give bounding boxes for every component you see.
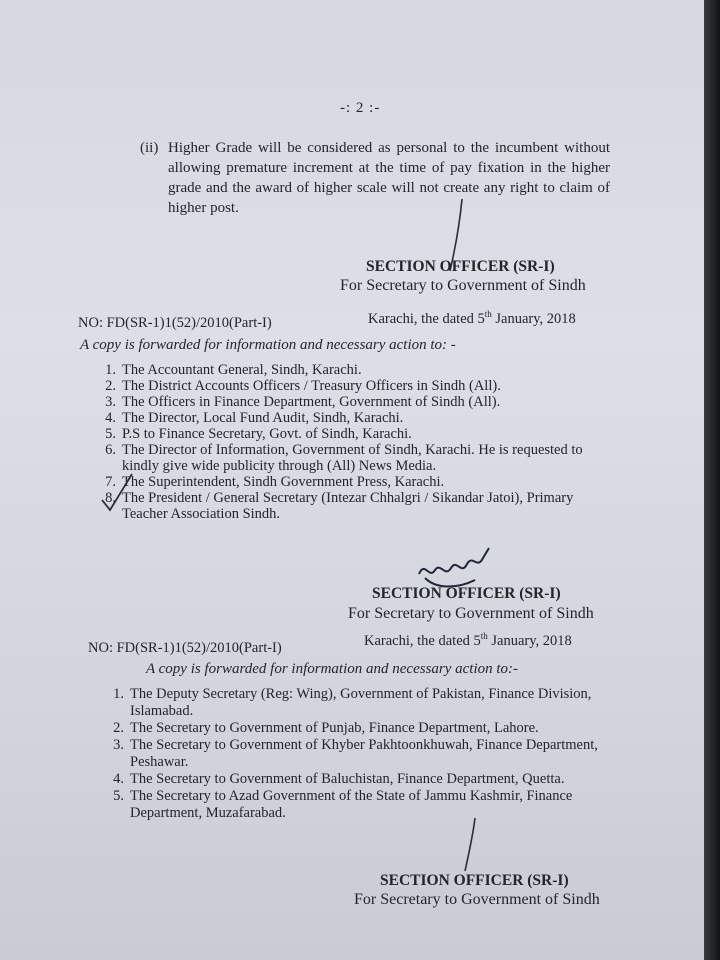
item-number: 5. [105,426,116,442]
reference-number-2: NO: FD(SR-1)1(52)/2010(Part-I) [88,640,282,656]
date-line-2 [364,633,572,650]
date-prefix: Karachi, the dated 5 [368,311,485,327]
signature-title-1: SECTION OFFICER (SR-I) [366,258,555,275]
item-text: The Superintendent, Sindh Government Press, Karachi. [122,474,445,490]
item-text: The Secretary to Government of Baluchistan, Finance Department, Quetta. [130,771,565,787]
item-text: The District Accounts Officers / Treasury Officers in Sindh (All). [122,378,501,394]
item-number: 4. [113,771,124,787]
list-item [104,686,620,720]
list-item [104,771,620,788]
page-edge-shadow [704,0,720,960]
item-number: 2. [105,378,116,394]
list-item [96,426,614,442]
list-item [96,442,614,474]
list-item [96,362,614,378]
item-text: The Director of Information, Government of Sindh, Karachi. He is requested to kindly give wide publicity through (All) News Media. [122,442,583,474]
item-number: 2. [113,720,124,736]
item-number: 8. [105,490,116,506]
item-number: 3. [105,394,116,410]
list-item [96,378,614,394]
item-number: 1. [113,686,124,702]
item-number: 3. [113,737,124,753]
item-text: The President / General Secretary (Intezar Chhalgri / Sikandar Jatoi), Primary Teacher Association Sindh. [122,490,574,522]
signature-title-2: SECTION OFFICER (SR-I) [372,585,561,602]
item-text: P.S to Finance Secretary, Govt. of Sindh, Karachi. [122,426,412,442]
list-item [104,737,620,771]
item-text: The Accountant General, Sindh, Karachi. [122,362,362,378]
date-suffix: January, 2018 [491,311,576,327]
item-text: The Secretary to Government of Khyber Pakhtoonkhuwah, Finance Department, Peshawar. [130,737,598,770]
item-text: The Director, Local Fund Audit, Sindh, Karachi. [122,410,404,426]
item-text: The Secretary to Azad Government of the State of Jammu Kashmir, Finance Department, Muzafarabad. [130,788,573,821]
date-ordinal: th [484,309,492,320]
item-text: The Officers in Finance Department, Government of Sindh (All). [122,394,501,410]
item-number: 7. [105,474,116,490]
list-item [104,720,620,737]
forward-intro-1: A copy is forwarded for information and necessary action to: - [80,337,456,353]
clause-text: Higher Grade will be considered as personal to the incumbent without allowing premature increment at the time of pay fixation in the higher grade and the award of higher scale will not create any right to claim of higher post. [168,140,610,216]
clause-label: (ii) [140,140,159,156]
date-line-1 [368,311,576,328]
list-item [104,788,620,822]
signature-subtitle-3: For Secretary to Government of Sindh [354,891,600,908]
signature-stroke-3 [455,815,485,875]
reference-number-1: NO: FD(SR-1)1(52)/2010(Part-I) [78,315,272,331]
checkmark-icon [98,470,138,515]
item-number: 6. [105,442,116,458]
clause-ii [140,138,610,218]
signature-title-3: SECTION OFFICER (SR-I) [380,872,569,889]
item-number: 4. [105,410,116,426]
item-number: 5. [113,788,124,804]
list-item [96,474,614,490]
list-item [96,410,614,426]
recipient-list-1 [96,362,614,522]
item-text: The Deputy Secretary (Reg: Wing), Government of Pakistan, Finance Division, Islamabad. [130,686,592,719]
recipient-list-2 [104,686,620,822]
signature-subtitle-2: For Secretary to Government of Sindh [348,605,594,622]
forward-intro-2: A copy is forwarded for information and necessary action to:- [146,661,519,677]
date-prefix: Karachi, the dated 5 [364,633,481,649]
list-item [96,394,614,410]
date-suffix: January, 2018 [487,633,572,649]
item-number: 1. [105,362,116,378]
item-text: The Secretary to Government of Punjab, Finance Department, Lahore. [130,720,539,736]
page-number: -: 2 :- [340,100,381,116]
date-ordinal: th [480,631,488,642]
signature-subtitle-1: For Secretary to Government of Sindh [340,277,586,294]
list-item [96,490,614,522]
